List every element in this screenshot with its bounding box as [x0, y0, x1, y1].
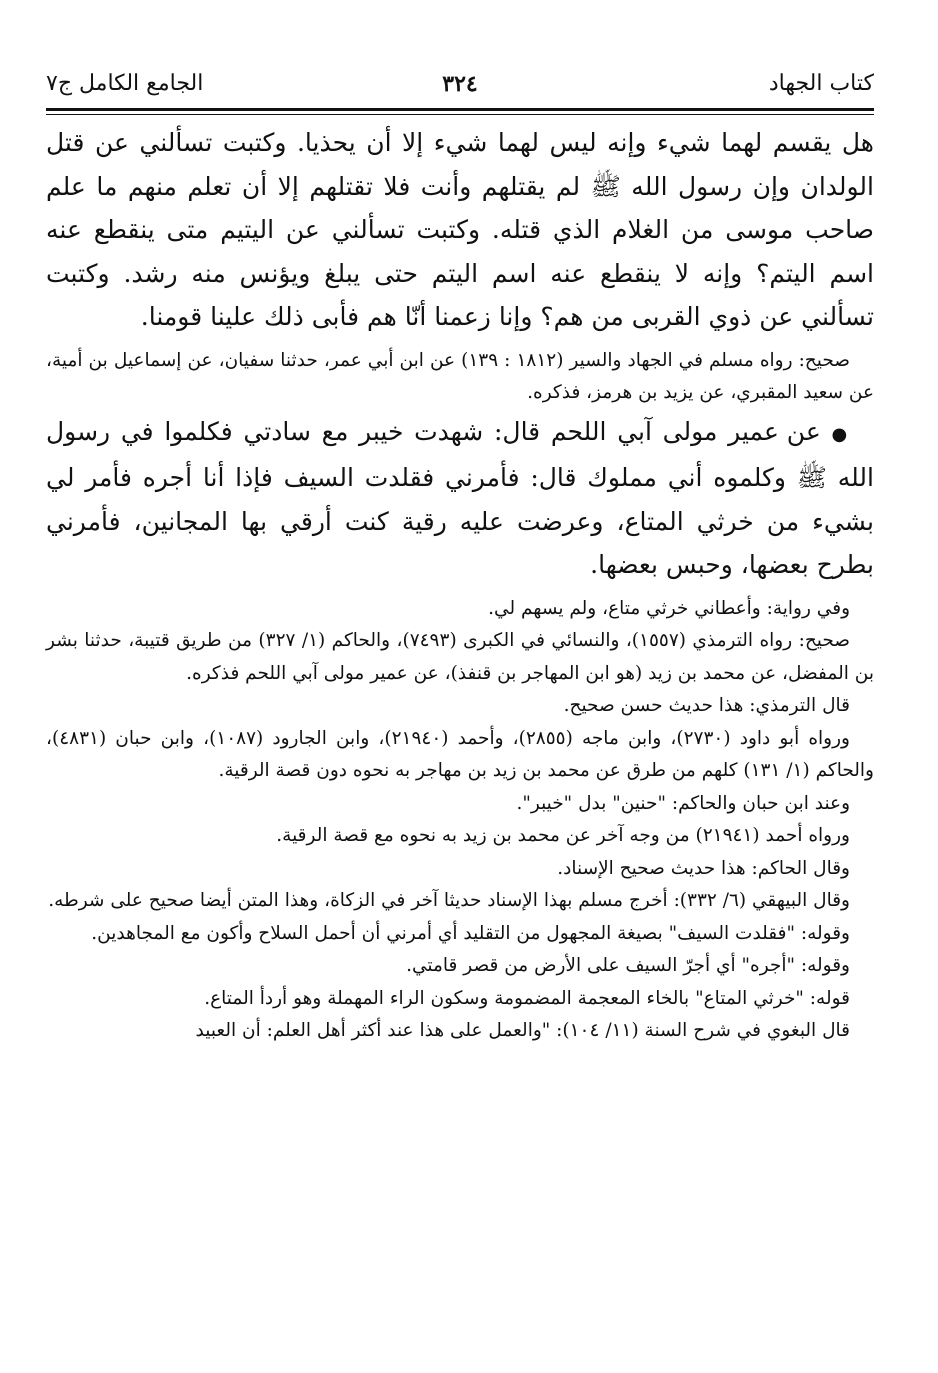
hadith-grading-1: صحيح: رواه مسلم في الجهاد والسير (١٨١٢ : ١٣٩) عن ابن أبي عمر، حدثنا سفيان، عن إسماعيل بن أمية، عن سعيد المقبري، عن يزيد بن هرمز، فذكره. [46, 349, 874, 403]
ibn-hibban-note: وعند ابن حبان والحاكم: "حنين" بدل "خيبر". [516, 792, 850, 814]
header-rule-thick [46, 108, 874, 111]
other-narrations: ورواه أبو داود (٢٧٣٠)، وابن ماجه (٢٨٥٥)، وأحمد (٢١٩٤٠)، وابن الجارود (١٠٨٧)، وابن حبان (٤٨٣١)، والحاكم (١/ ١٣١) كلهم من طرق عن محمد بن زيد بن مهاجر به نحوه دون قصة الرقية. [46, 727, 874, 781]
hakim-comment: وقال الحاكم: هذا حديث صحيح الإسناد. [557, 857, 850, 879]
baghawi-quote: قال البغوي في شرح السنة (١١/ ١٠٤): "والعمل على هذا عند أكثر أهل العلم: أن العبيد [195, 1020, 850, 1041]
hadith-text: عن عمير مولى آبي اللحم قال: شهدت خيبر مع سادتي فكلموا في رسول الله ﷺ وكلموه أني مملوك قال: فأمرني فقلدت السيف فإذا أنا أجره فأمر لي بشيء من خرثي المتاع، وعرضت عليه رقية كنت أرقي بها المجانين، فأمرني بطرح بعضها، وحبس بعضها. [46, 416, 874, 579]
narration-variant: وفي رواية: وأعطاني خرثي متاع، ولم يسهم لي. [488, 597, 850, 619]
ahmad-narration: ورواه أحمد (٢١٩٤١) من وجه آخر عن محمد بن زيد به نحوه مع قصة الرقية. [276, 825, 850, 846]
explanation-ajurruhu: وقوله: "أجره" أي أجرّ السيف على الأرض من قصر قامتي. [406, 955, 850, 976]
header-rule-thin [46, 114, 874, 115]
page-number: ٣٢٤ [442, 71, 478, 97]
explanation-qalladat: وقوله: "فقلدت السيف" بصيغة المجهول من التقليد أي أمرني أن أحمل السلاح وأكون مع المجاهدين. [91, 922, 850, 944]
tirmidhi-comment: قال الترمذي: هذا حديث حسن صحيح. [563, 695, 850, 716]
main-paragraph-1: هل يقسم لهما شيء وإنه ليس لهما شيء إلا أن يحذيا. وكتبت تسألني عن قتل الولدان وإن رسول الله ﷺ لم يقتلهم وأنت فلا تقتلهم إلا أن تعلم منهم ما علم صاحب موسى من الغلام الذي قتله. وكتبت تسألني عن اليتيم متى ينقطع عنه اسم اليتم؟ وإنه لا ينقطع عنه اسم اليتم حتى يبلغ ويؤنس منه رشد. وكتبت تسألني عن ذوي القربى من هم؟ وإنا زعمنا أنّا هم فأبى ذلك علينا قومنا. [46, 128, 875, 331]
header-book-title: الجامع الكامل ج٧ [46, 71, 204, 96]
hadith-grading-2: صحيح: رواه الترمذي (١٥٥٧)، والنسائي في الكبرى (٧٤٩٣)، والحاكم (١/ ٣٢٧) من طريق قتيبة، حدثنا بشر بن المفضل، عن محمد بن زيد (هو ابن المهاجر بن قنفذ)، عن عمير مولى آبي اللحم فذكره. [46, 630, 874, 684]
bayhaqi-comment: وقال البيهقي (٦/ ٣٣٢): أخرج مسلم بهذا الإسناد حديثا آخر في الزكاة، وهذا المتن أيضا صحيح على شرطه. [48, 890, 850, 911]
book-page [46, 62, 874, 1048]
bullet-icon: ● [831, 423, 850, 445]
page-header [46, 62, 874, 106]
explanation-khurthi: قوله: "خرثي المتاع" بالخاء المعجمة المضمومة وسكون الراء المهملة وهو أردأ المتاع. [204, 987, 850, 1009]
hadith-paragraph-umayr [46, 410, 874, 587]
header-section-title: كتاب الجهاد [768, 71, 874, 96]
